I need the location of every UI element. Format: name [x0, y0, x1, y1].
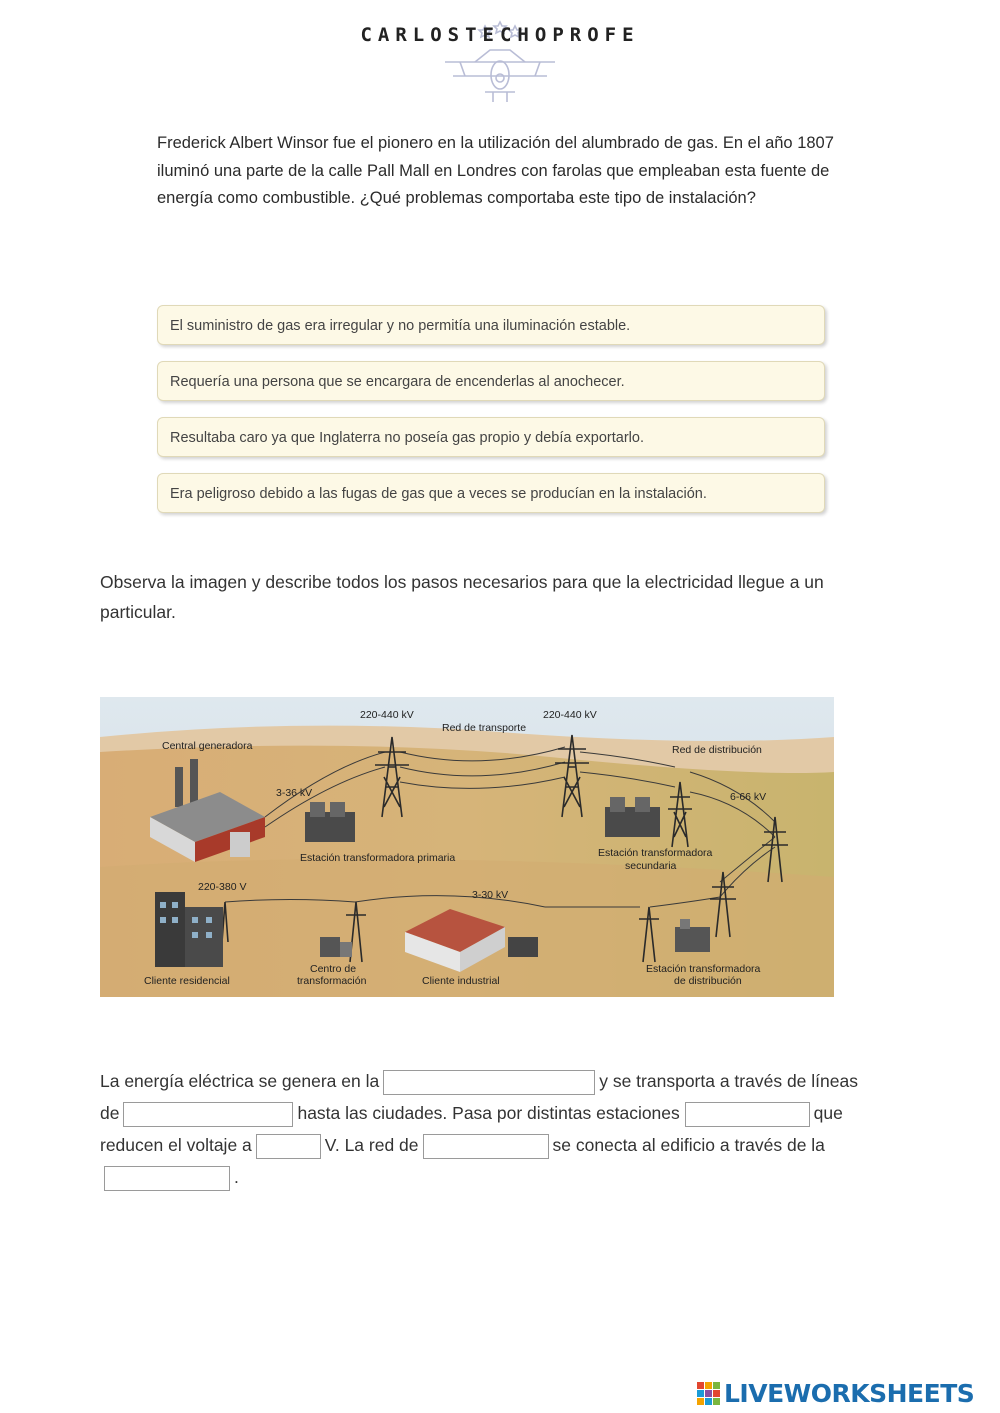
fill-text-5: V. La red de [324, 1135, 419, 1155]
blank-5[interactable] [423, 1134, 549, 1159]
header-logo [340, 10, 660, 105]
label-v-220-380: 220-380 V [198, 881, 247, 893]
label-red-transporte: Red de transporte [442, 722, 527, 734]
blank-3[interactable] [685, 1102, 810, 1127]
label-centro-transformacion: Centro de [310, 963, 357, 975]
label-estacion-distribucion: Estación transformadora [646, 963, 761, 975]
blank-2[interactable] [123, 1102, 293, 1127]
label-estacion-distribucion-2: de distribución [674, 975, 742, 987]
label-kv-right: 220-440 kV [543, 709, 597, 721]
label-kv-left: 220-440 kV [360, 709, 414, 721]
label-central: Central generadora [162, 740, 253, 752]
label-kv-3-30: 3-30 kV [472, 889, 509, 901]
fill-text-1: La energía eléctrica se genera en la [100, 1071, 380, 1091]
electricity-grid-diagram [100, 697, 834, 997]
option-2[interactable]: Requería una persona que se encargara de encenderlas al anochecer. [157, 361, 825, 401]
liveworksheets-logo-icon [697, 1382, 721, 1406]
logo-text: CARLOSTECHOPROFE [360, 24, 640, 46]
fill-text-3: hasta las ciudades. Pasa por distintas estaciones [297, 1103, 680, 1123]
option-3[interactable]: Resultaba caro ya que Inglaterra no poseía gas propio y debía exportarlo. [157, 417, 825, 457]
fill-text-4: que reducen el voltaje a [100, 1103, 843, 1155]
label-cliente-industrial: Cliente industrial [422, 975, 500, 987]
label-kv-3-36: 3-36 kV [276, 787, 313, 799]
fill-text-2: y se transporta a través de líneas de [100, 1071, 858, 1123]
label-centro-transformacion-2: transformación [297, 975, 367, 987]
question-2-text: Observa la imagen y describe todos los pasos necesarios para que la electricidad llegue a un particular. [100, 572, 824, 622]
label-estacion-secundaria-2: secundaria [625, 860, 677, 872]
label-red-distribucion: Red de distribución [672, 744, 762, 756]
question-1-text: Frederick Albert Winsor fue el pionero en la utilización del alumbrado de gas. En el año 1807 iluminó una parte de la calle Pall Mall en Londres con farolas que empleaban esta fuente de energía como combustible. ¿Qué problemas comportaba este tipo de instalación? [157, 134, 834, 207]
blank-6[interactable] [104, 1166, 230, 1191]
option-4[interactable]: Era peligroso debido a las fugas de gas que a veces se producían en la instalación. [157, 473, 825, 513]
label-cliente-residencial: Cliente residencial [144, 975, 230, 987]
liveworksheets-brand [697, 1378, 997, 1410]
label-estacion-secundaria: Estación transformadora [598, 847, 713, 859]
fill-text-7: . [234, 1167, 239, 1187]
option-1[interactable]: El suministro de gas era irregular y no permitía una iluminación estable. [157, 305, 825, 345]
fill-in-paragraph [100, 1065, 860, 1193]
blank-1[interactable] [383, 1070, 595, 1095]
label-kv-6-66: 6-66 kV [730, 791, 767, 803]
fill-text-6: se conecta al edificio a través de la [552, 1135, 825, 1155]
blank-4[interactable] [256, 1134, 321, 1159]
brand-text: LIVEWORKSHEETS [724, 1379, 975, 1408]
label-estacion-primaria: Estación transformadora primaria [300, 852, 456, 864]
